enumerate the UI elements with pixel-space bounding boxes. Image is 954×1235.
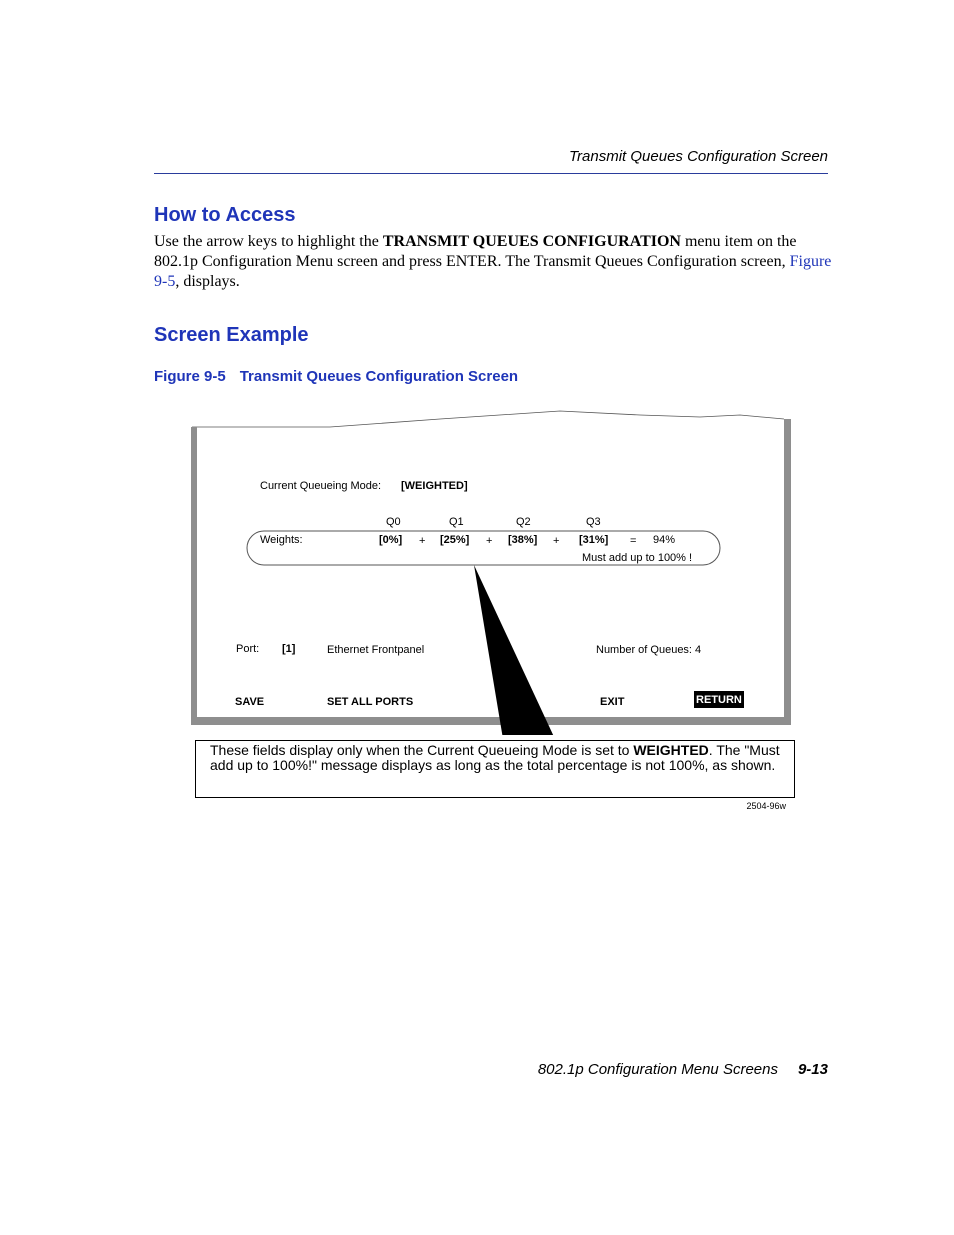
weights-label: Weights: — [260, 534, 303, 546]
weights-warning: Must add up to 100% ! — [582, 552, 693, 564]
queue-header-q0: Q0 — [386, 516, 401, 528]
header-rule — [154, 173, 828, 174]
screen-left-border — [191, 427, 197, 725]
screen-background — [192, 411, 791, 725]
number-of-queues: Number of Queues: 4 — [596, 644, 702, 656]
figure-title: Transmit Queues Configuration Screen — [239, 368, 519, 385]
screen-right-border — [784, 419, 791, 724]
screen-illustration — [180, 405, 800, 735]
weight-q3[interactable]: [31%] — [579, 534, 609, 546]
plus-sign: + — [553, 535, 560, 547]
port-name: Ethernet Frontpanel — [327, 644, 425, 656]
equals-sign: = — [630, 535, 637, 547]
running-head: Transmit Queues Configuration Screen — [568, 148, 828, 165]
figure-id: 2504-96w — [746, 801, 786, 811]
how-to-access-heading: How to Access — [154, 204, 296, 226]
figure-caption — [154, 368, 518, 385]
weights-total: 94% — [653, 534, 676, 546]
figure-number: Figure 9-5 — [154, 368, 226, 385]
weight-q0[interactable]: [0%] — [379, 534, 403, 546]
access-paragraph — [154, 232, 834, 292]
plus-sign: + — [486, 535, 493, 547]
note-text-2: . The "Must add up to 100%!" message displays as long as the total percentage is not 100%, as shown. — [210, 742, 780, 773]
mode-label: Current Queueing Mode: — [260, 480, 382, 492]
note-text-1: These fields display only when the Current Queueing Mode is set to — [210, 742, 634, 758]
queue-header-q3: Q3 — [586, 516, 601, 528]
note-emphasis: WEIGHTED — [633, 742, 709, 758]
access-text-1: Use the arrow keys to highlight the — [154, 233, 383, 250]
page-footer — [420, 1061, 828, 1078]
mode-value[interactable]: [WEIGHTED] — [401, 480, 468, 492]
return-command[interactable]: RETURN — [696, 694, 742, 706]
figure-link[interactable]: Figure 9-5 — [154, 253, 832, 290]
queue-header-q1: Q1 — [449, 516, 464, 528]
weight-q1[interactable]: [25%] — [440, 534, 470, 546]
queue-header-q2: Q2 — [516, 516, 531, 528]
footer-title: 802.1p Configuration Menu Screens — [537, 1061, 778, 1078]
port-label: Port: — [236, 643, 260, 655]
exit-command[interactable]: EXIT — [600, 696, 625, 708]
set-all-ports-command[interactable]: SET ALL PORTS — [327, 696, 414, 708]
access-text-3: , displays. — [175, 273, 240, 290]
access-text-2: menu item on the 802.1p Configuration Menu screen and press ENTER. The Transmit Queues Configuration screen, — [154, 233, 797, 270]
screen-bottom-border — [191, 717, 791, 725]
callout-note — [195, 740, 795, 798]
menu-item-name: TRANSMIT QUEUES CONFIGURATION — [382, 233, 681, 250]
weight-q2[interactable]: [38%] — [508, 534, 538, 546]
plus-sign: + — [419, 535, 426, 547]
screen-example-heading: Screen Example — [154, 324, 309, 346]
port-value[interactable]: [1] — [282, 643, 296, 655]
page-number: 9-13 — [797, 1061, 828, 1078]
save-command[interactable]: SAVE — [235, 696, 265, 708]
